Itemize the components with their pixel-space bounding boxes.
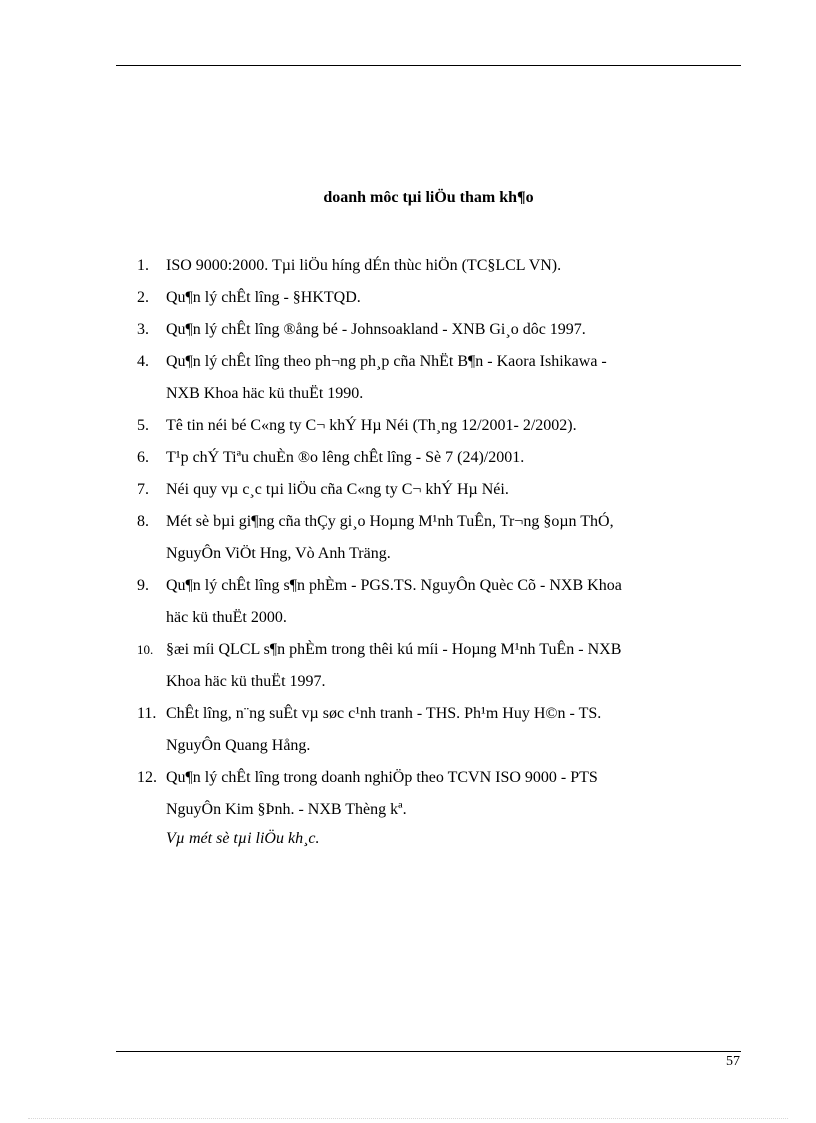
reference-number: 5. [137,417,149,434]
reference-number: 11. [137,705,157,722]
reference-number: 10. [137,642,154,657]
reference-number: 7. [137,481,149,498]
reference-text-line: T¹p chÝ Tiªu chuÈn ®o lêng chÊt lîng - Sè 7 (24)/2001. [166,449,525,466]
reference-text-line: Qu¶n lý chÊt lîng - §HKTQD. [166,289,361,306]
reference-text-line: NXB Khoa häc kü thuËt 1990. [166,385,364,402]
reference-list [0,250,816,826]
reference-text-line: häc kü thuËt 2000. [166,609,287,626]
header-rule [116,65,741,66]
reference-item [0,698,816,762]
reference-number: 9. [137,577,149,594]
reference-item [0,250,816,282]
reference-number: 8. [137,513,149,530]
reference-item [0,410,816,442]
reference-text-line: Khoa häc kü thuËt 1997. [166,673,326,690]
reference-item [0,314,816,346]
reference-text-line: Qu¶n lý chÊt lîng theo ph¬ng ph¸p cña NhËt B¶n - Kaora Ishikawa - [166,353,607,370]
page-edge-dotted-line [28,1118,788,1119]
reference-text-line: Qu¶n lý chÊt lîng trong doanh nghiÖp theo TCVN ISO 9000 - PTS [166,769,598,786]
reference-text-line: §æi míi QLCL s¶n phÈm trong thêi kú míi - Hoµng M¹nh TuÊn - NXB [166,641,622,658]
reference-number: 12. [137,769,157,786]
reference-text-line: ChÊt lîng, n¨ng suÊt vµ søc c¹nh tranh - THS. Ph¹m Huy H©n - TS. [166,705,602,722]
reference-number: 6. [137,449,149,466]
reference-item [0,762,816,826]
reference-item [0,282,816,314]
reference-text-line: NguyÔn Quang Hång. [166,737,311,754]
reference-text-line: Qu¶n lý chÊt lîng ®ång bé - Johnsoakland - XNB Gi¸o dôc 1997. [166,321,586,338]
page-number: 57 [726,1054,740,1069]
reference-text-line: ISO 9000:2000. Tµi liÖu híng dÉn thùc hiÖn (TC§LCL VN). [166,257,562,274]
closing-note: Vµ mét sè tµi liÖu kh¸c. [166,830,320,847]
reference-number: 2. [137,289,149,306]
reference-number: 1. [137,257,149,274]
page-title: doanh môc tµi liÖu tham kh¶o [323,189,534,206]
reference-number: 3. [137,321,149,338]
reference-text-line: Néi quy vµ c¸c tµi liÖu cña C«ng ty C¬ khÝ Hµ Néi. [166,481,509,498]
reference-item [0,506,816,570]
reference-item [0,570,816,634]
reference-item [0,346,816,410]
footer-rule [116,1051,741,1052]
reference-item [0,474,816,506]
reference-text-line: NguyÔn ViÖt Hng, Vò Anh Träng. [166,545,391,562]
reference-text-line: Mét sè bµi gi¶ng cña thÇy gi¸o Hoµng M¹nh TuÊn, Tr¬ng §oµn ThÓ, [166,513,614,530]
reference-number: 4. [137,353,149,370]
reference-text-line: Tê tin néi bé C«ng ty C¬ khÝ Hµ Néi (Th¸ng 12/2001- 2/2002). [166,417,577,434]
reference-text-line: Qu¶n lý chÊt lîng s¶n phÈm - PGS.TS. NguyÔn Quèc Cõ - NXB Khoa [166,577,622,594]
reference-text-line: NguyÔn Kim §Þnh. - NXB Thèng kª. [166,801,407,818]
reference-item [0,634,816,698]
reference-item [0,442,816,474]
